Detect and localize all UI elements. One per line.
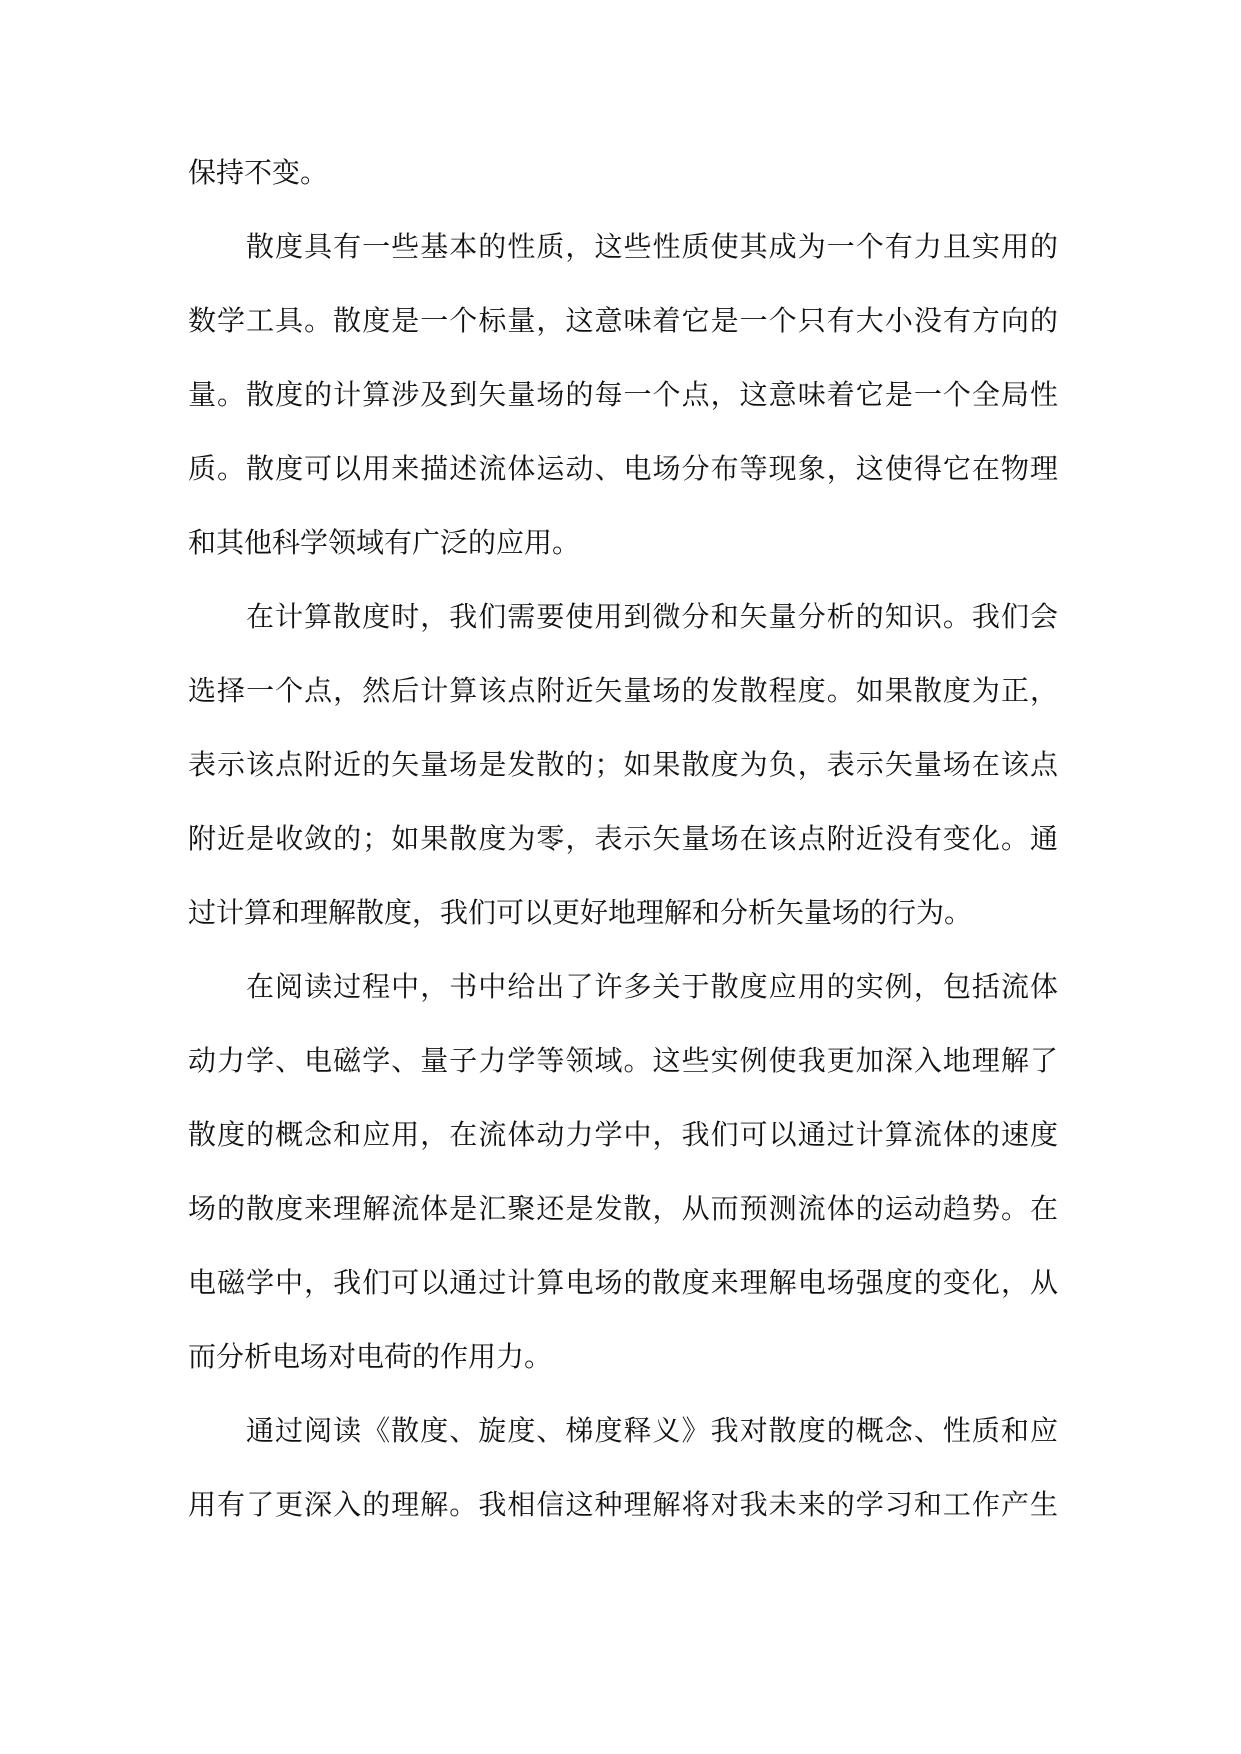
- paragraph-line: 保持不变。: [188, 156, 329, 189]
- paragraph-line: 在阅读过程中，书中给出了许多关于散度应用的实例，包括流体: [246, 970, 1058, 1003]
- paragraph-line: 通过阅读《散度、旋度、梯度释义》我对散度的概念、性质和应: [246, 1414, 1058, 1447]
- paragraph-line: 量。散度的计算涉及到矢量场的每一个点，这意味着它是一个全局性: [188, 378, 1058, 411]
- paragraph-line: 电磁学中，我们可以通过计算电场的散度来理解电场强度的变化，从: [188, 1266, 1058, 1299]
- paragraph-line: 散度具有一些基本的性质，这些性质使其成为一个有力且实用的: [246, 230, 1058, 263]
- paragraph-line: 表示该点附近的矢量场是发散的；如果散度为负，表示矢量场在该点: [188, 748, 1058, 781]
- paragraph-line: 而分析电场对电荷的作用力。: [188, 1340, 553, 1373]
- document-body: [188, 136, 1058, 1542]
- paragraph-line: 附近是收敛的；如果散度为零，表示矢量场在该点附近没有变化。通: [188, 822, 1058, 855]
- paragraph-line: 选择一个点，然后计算该点附近矢量场的发散程度。如果散度为正，: [188, 674, 1058, 707]
- paragraph-line: 用有了更深入的理解。我相信这种理解将对我未来的学习和工作产生: [188, 1488, 1058, 1521]
- paragraph-line: 散度的概念和应用，在流体动力学中，我们可以通过计算流体的速度: [188, 1118, 1058, 1151]
- paragraph-line: 场的散度来理解流体是汇聚还是发散，从而预测流体的运动趋势。在: [188, 1192, 1058, 1225]
- paragraph-line: 在计算散度时，我们需要使用到微分和矢量分析的知识。我们会: [246, 600, 1058, 633]
- paragraph-line: 数学工具。散度是一个标量，这意味着它是一个只有大小没有方向的: [188, 304, 1058, 337]
- paragraph-line: 质。散度可以用来描述流体运动、电场分布等现象，这使得它在物理: [188, 452, 1058, 485]
- paragraph-line: 过计算和理解散度，我们可以更好地理解和分析矢量场的行为。: [188, 896, 973, 929]
- paragraph-line: 动力学、电磁学、量子力学等领域。这些实例使我更加深入地理解了: [188, 1044, 1058, 1077]
- paragraph-line: 和其他科学领域有广泛的应用。: [188, 526, 581, 559]
